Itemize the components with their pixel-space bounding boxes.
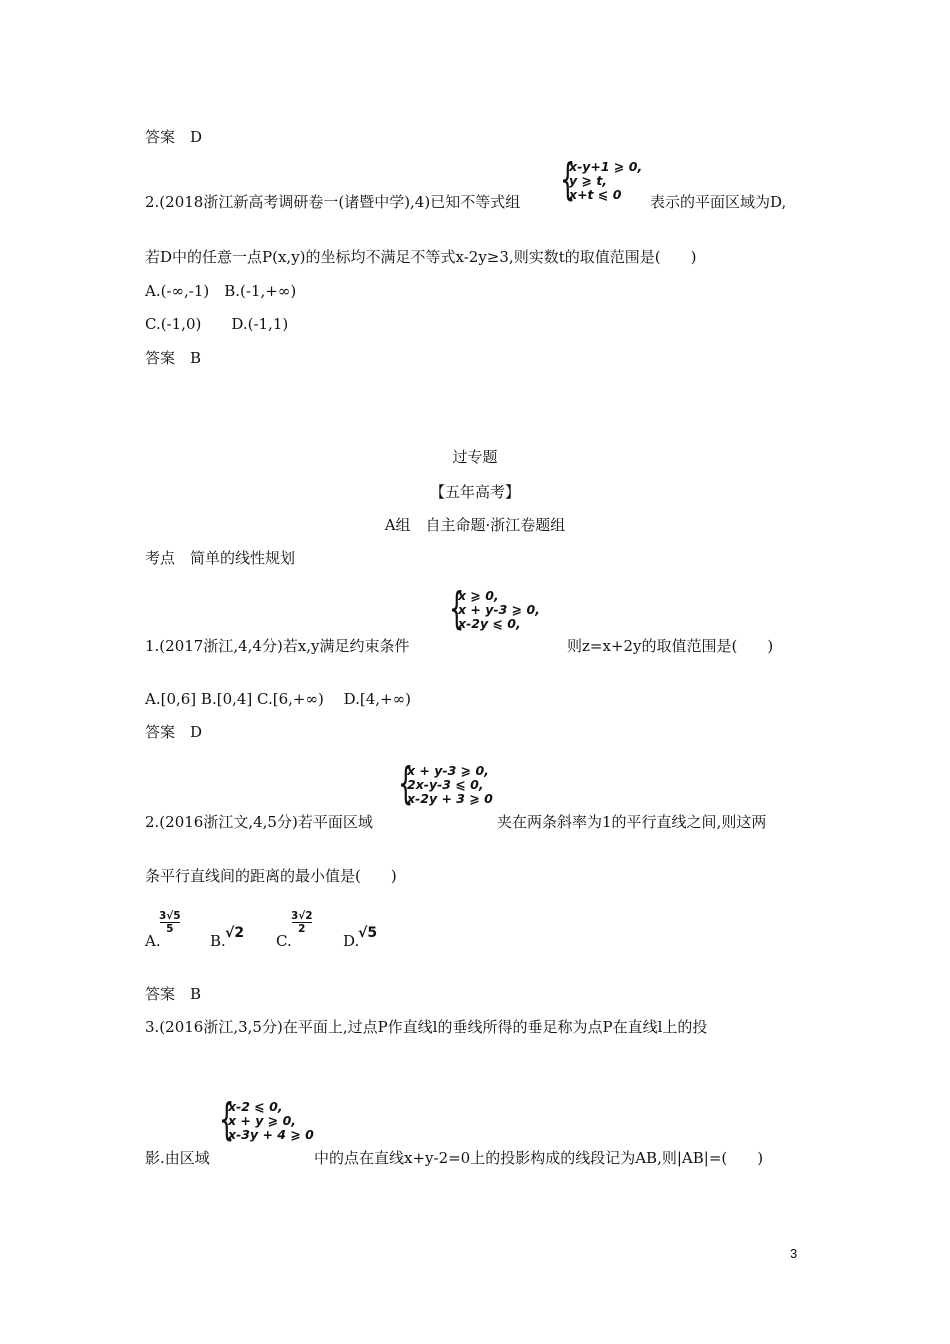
topic-heading: 考点 简单的线性规划	[145, 549, 296, 567]
inequality-system	[560, 154, 643, 205]
question-text: 表示的平面区域为D,	[650, 193, 787, 211]
option-b-label: B.	[210, 932, 226, 950]
radical: √2	[225, 925, 245, 941]
denominator: 5	[166, 923, 174, 935]
question-text: 影.由区域	[145, 1149, 210, 1167]
inequality: x + y-3 ⩾ 0,	[407, 763, 489, 778]
inequality: x-3y + 4 ⩾ 0	[228, 1127, 314, 1142]
numerator: 3√2	[291, 910, 313, 922]
question-text: 2.(2018浙江新高考调研卷一(诸暨中学),4)已知不等式组	[145, 193, 521, 211]
fraction	[291, 910, 313, 935]
denominator: 2	[298, 923, 306, 935]
question-text: 2.(2016浙江文,4,5分)若平面区域	[145, 813, 373, 831]
inequality: x-y+1 ⩾ 0,	[569, 159, 643, 174]
brace-icon: {	[449, 583, 465, 634]
options-line: A.[0,6] B.[0,4] C.[6,+∞) D.[4,+∞)	[145, 690, 411, 708]
brace-icon: {	[219, 1094, 235, 1145]
numerator: 3√5	[159, 910, 181, 922]
inequality-system	[398, 758, 493, 809]
inequality: x-2y ⩽ 0,	[458, 616, 521, 631]
question-text: 1.(2017浙江,4,4分)若x,y满足约束条件	[145, 637, 410, 655]
inequality: x-2 ⩽ 0,	[228, 1099, 283, 1114]
option-c-label: C.	[276, 932, 292, 950]
brace-icon: {	[560, 154, 576, 205]
inequality-system	[449, 583, 540, 634]
option-d-label: D.	[343, 932, 360, 950]
inequality: x+t ⩽ 0	[569, 187, 622, 202]
question-text: 则z=x+2y的取值范围是( )	[567, 637, 774, 655]
inequality: x ⩾ 0,	[458, 588, 499, 603]
fraction	[159, 910, 181, 935]
page-number: 3	[790, 1246, 798, 1261]
inequality: y ⩾ t,	[569, 173, 608, 188]
options-line: C.(-1,0) D.(-1,1)	[145, 315, 289, 333]
inequality-system	[219, 1094, 314, 1145]
question-text: 条平行直线间的距离的最小值是( )	[145, 867, 397, 885]
section-title: 过专题	[452, 448, 498, 466]
group-title: A组 自主命题·浙江卷题组	[384, 516, 566, 534]
section-subtitle: 【五年高考】	[429, 483, 520, 501]
question-text: 3.(2016浙江,3,5分)在平面上,过点P作直线l的垂线所得的垂足称为点P在直线l上的投	[145, 1018, 708, 1036]
inequality: 2x-y-3 ⩽ 0,	[407, 777, 484, 792]
question-text: 若D中的任意一点P(x,y)的坐标均不满足不等式x-2y≥3,则实数t的取值范围是( )	[145, 248, 697, 266]
answer-line: 答案 D	[145, 128, 203, 146]
radical: √5	[358, 925, 378, 941]
answer-line: 答案 D	[145, 723, 203, 741]
question-text: 夹在两条斜率为1的平行直线之间,则这两	[497, 813, 767, 831]
answer-line: 答案 B	[145, 349, 202, 367]
inequality: x-2y + 3 ⩾ 0	[407, 791, 493, 806]
brace-icon: {	[398, 758, 414, 809]
inequality: x + y ⩾ 0,	[228, 1113, 297, 1128]
option-a-label: A.	[145, 932, 161, 950]
answer-line: 答案 B	[145, 985, 202, 1003]
inequality: x + y-3 ⩾ 0,	[458, 602, 540, 617]
options-line: A.(-∞,-1) B.(-1,+∞)	[145, 282, 297, 300]
question-text: 中的点在直线x+y-2=0上的投影构成的线段记为AB,则|AB|=( )	[314, 1149, 764, 1167]
